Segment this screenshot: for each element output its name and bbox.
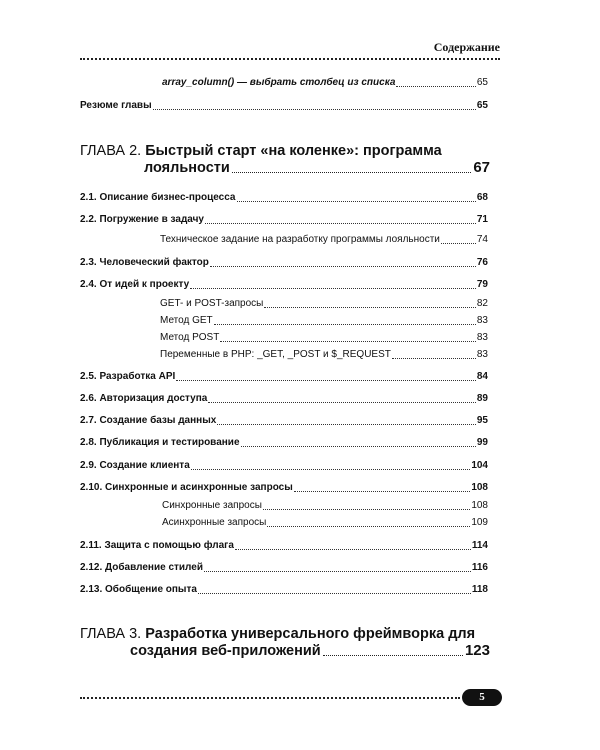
dot-leader <box>392 358 476 359</box>
toc-page-number: 82 <box>476 298 488 309</box>
dot-leader <box>264 307 476 308</box>
toc-page-number: 89 <box>476 393 488 404</box>
toc-page-number: 108 <box>471 500 488 511</box>
toc-entry-title: Переменные в PHP: _GET, _POST и $_REQUEST <box>160 349 391 360</box>
dot-leader <box>232 172 472 173</box>
toc-entry-title: 2.1. Описание бизнес-процесса <box>80 192 236 203</box>
toc-page-number: 65 <box>476 100 488 111</box>
chapter-title-line2: создания веб-приложений <box>130 643 321 659</box>
dot-leader <box>396 86 475 87</box>
chapter-heading-line2[interactable] <box>144 159 490 177</box>
dot-leader <box>220 341 476 342</box>
dot-leader <box>235 549 471 550</box>
toc-entry-title: 2.3. Человеческий фактор <box>80 257 209 268</box>
dot-leader <box>241 446 476 447</box>
toc-page-number: 114 <box>471 540 488 551</box>
header-dotted-rule <box>80 58 500 60</box>
toc-entry-title: array_column() — выбрать столбец из списка <box>162 77 396 88</box>
toc-entry-title: Резюме главы <box>80 100 152 111</box>
dot-leader <box>190 288 476 289</box>
dot-leader <box>210 266 476 267</box>
toc-entry[interactable] <box>80 393 488 405</box>
chapter-title-line1: Быстрый старт «на коленке»: программа <box>145 143 442 159</box>
toc-page-number: 76 <box>476 257 488 268</box>
dot-leader <box>204 571 471 572</box>
dot-leader <box>176 380 476 381</box>
chapter-heading[interactable] <box>80 625 500 643</box>
page-number-badge: 5 <box>462 689 502 706</box>
toc-page-number: 68 <box>476 192 488 203</box>
toc-page-number: 83 <box>476 332 488 343</box>
toc-entry-title: 2.12. Добавление стилей <box>80 562 203 573</box>
toc-entry[interactable] <box>80 540 488 552</box>
toc-subentry[interactable] <box>162 517 488 529</box>
toc-subentry[interactable] <box>162 500 488 512</box>
toc-page-number: 71 <box>476 214 488 225</box>
toc-subentry[interactable] <box>160 298 488 310</box>
toc-subentry[interactable] <box>160 332 488 344</box>
toc-entry-title: 2.5. Разработка API <box>80 371 176 382</box>
dot-leader <box>237 201 476 202</box>
toc-page-number: 104 <box>471 460 488 471</box>
running-header: Содержание <box>433 40 500 54</box>
toc-entry[interactable] <box>80 257 488 269</box>
toc-subentry[interactable] <box>160 315 488 327</box>
dot-leader <box>214 324 476 325</box>
toc-entry[interactable] <box>80 482 488 494</box>
toc-entry[interactable] <box>80 562 488 574</box>
toc-page-number: 95 <box>476 415 488 426</box>
toc-entry-title: 2.7. Создание базы данных <box>80 415 217 426</box>
toc-entry-title: Метод POST <box>160 332 220 343</box>
toc-page-number: 83 <box>476 315 488 326</box>
chapter-label: ГЛАВА 3. <box>80 626 142 642</box>
dot-leader <box>208 402 476 403</box>
dot-leader <box>267 526 470 527</box>
chapter-page-number: 67 <box>473 159 490 176</box>
toc-entry[interactable] <box>80 460 488 472</box>
footer-dotted-rule <box>80 697 460 699</box>
chapter-page-number: 123 <box>464 642 490 659</box>
toc-entry-title: 2.6. Авторизация доступа <box>80 393 208 404</box>
toc-page-number: 118 <box>471 584 488 595</box>
toc-entry[interactable] <box>80 100 488 112</box>
dot-leader <box>323 655 463 656</box>
dot-leader <box>217 424 476 425</box>
chapter-title-line2: лояльности <box>144 160 230 176</box>
toc-page-number: 74 <box>476 234 488 245</box>
toc-entry-title: 2.9. Создание клиента <box>80 460 190 471</box>
toc-page-number: 116 <box>471 562 488 573</box>
toc-entry-title: Техническое задание на разработку программы лояльности <box>160 234 440 245</box>
toc-entry[interactable] <box>80 214 488 226</box>
dot-leader <box>294 491 471 492</box>
toc-page-number: 109 <box>471 517 488 528</box>
toc-page-number: 108 <box>471 482 488 493</box>
toc-page-number: 83 <box>476 349 488 360</box>
toc-page-number: 84 <box>476 371 488 382</box>
toc-page-number: 79 <box>476 279 488 290</box>
dot-leader <box>205 223 476 224</box>
chapter-title-line1: Разработка универсального фреймворка для <box>145 626 476 642</box>
toc-entry-title: Метод GET <box>160 315 213 326</box>
toc-entry[interactable] <box>80 584 488 596</box>
toc-entry-title: Асинхронные запросы <box>162 517 267 528</box>
dot-leader <box>153 109 476 110</box>
toc-entry-title: Синхронные запросы <box>162 500 262 511</box>
chapter-heading-line2[interactable] <box>130 642 490 660</box>
toc-entry-title: 2.13. Обобщение опыта <box>80 584 197 595</box>
toc-entry[interactable] <box>80 415 488 427</box>
chapter-heading[interactable] <box>80 142 500 160</box>
toc-entry[interactable] <box>80 279 488 291</box>
toc-entry[interactable] <box>80 371 488 383</box>
toc-entry-title: 2.4. От идей к проекту <box>80 279 190 290</box>
toc-subentry[interactable] <box>160 234 488 246</box>
toc-entry[interactable] <box>80 192 488 204</box>
toc-page-number: 65 <box>476 77 488 88</box>
toc-page-number: 99 <box>476 437 488 448</box>
dot-leader <box>263 509 470 510</box>
toc-entry-title: 2.2. Погружение в задачу <box>80 214 204 225</box>
dot-leader <box>441 243 476 244</box>
toc-entry-title: 2.10. Синхронные и асинхронные запросы <box>80 482 293 493</box>
toc-entry[interactable] <box>80 437 488 449</box>
toc-subentry[interactable] <box>160 349 488 361</box>
toc-entry[interactable] <box>162 77 488 89</box>
dot-leader <box>198 593 471 594</box>
dot-leader <box>191 469 471 470</box>
chapter-label: ГЛАВА 2. <box>80 143 142 159</box>
toc-entry-title: GET- и POST-запросы <box>160 298 264 309</box>
toc-entry-title: 2.11. Защита с помощью флага <box>80 540 234 551</box>
toc-entry-title: 2.8. Публикация и тестирование <box>80 437 240 448</box>
